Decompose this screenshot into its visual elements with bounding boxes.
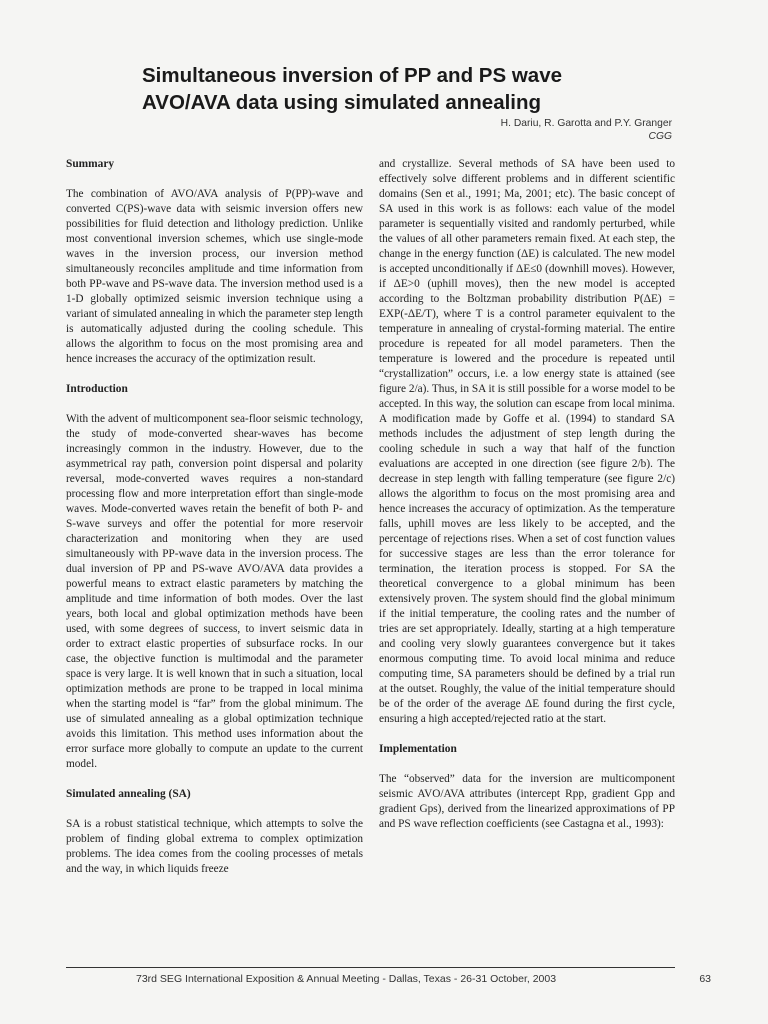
implementation-heading: Implementation — [379, 743, 457, 755]
summary-paragraph: The combination of AVO/AVA analysis of P(PP)-wave and converted C(PS)-wave data with seismic inversion offers new possibilities for fluid detection and lithology prediction. Unlike most conventional inversion schemes, which use single-mode waves in the inversion process, our inversion method simultaneously reconciles amplitude and time information from both PP-wave and PS-wave data. The inversion method used is a 1-D globally optimized seismic inversion technique using a variant of simulated annealing in which the parameter step length is automatically adjusted during the cooling schedule. This allows the algorithm to focus on the most promising area and hence increases the accuracy of the optimization result. — [66, 188, 363, 365]
affiliation: CGG — [648, 130, 672, 142]
simulated-annealing-heading: Simulated annealing (SA) — [66, 788, 191, 800]
simulated-annealing-paragraph: SA is a robust statistical technique, which attempts to solve the problem of finding global extrema to complex optimization problems. The idea comes from the cooling processes of metals and the way, in which liquids freeze — [66, 818, 363, 875]
footer-divider — [66, 967, 675, 968]
left-column — [66, 157, 363, 877]
implementation-paragraph: The “observed” data for the inversion are multicomponent seismic AVO/AVA attributes (intercept Rpp, gradient Gpp and gradient Gps), derived from the linearized approximations of PP and PS wave reflection coefficients (see Castagna et al., 1993): — [379, 773, 675, 830]
simulated-annealing-continued-paragraph: and crystallize. Several methods of SA have been used to effectively solve different problems and in different scientific domains (Sen et al., 1991; Ma, 2001; etc). The basic concept of SA used in this work is as follows: each value of the model parameter is sequentially visited and randomly perturbed, while the values of all other parameters remain fixed. At each step, the change in the energy function (ΔE) is calculated. The new model is accepted unconditionally if ΔE≤0 (downhill moves). However, if ΔE>0 (uphill moves), then the new model is accepted according to the Boltzman probability distribution P(ΔE) = EXP(-ΔE/T), where T is a control parameter equivalent to the temperature in annealing of crystal-forming material. The entire procedure is repeated for all model parameters. Then the temperature is lowered and the procedure is repeated until “crystallization” occurs, i.e. a low energy state is attained (see figure 2/a). Thus, in SA it is still possible for a worse model to be accepted. In this way, the solution can escape from local minima. A modification made by Goffe et al. (1994) to standard SA methods includes the adjustment of step length during the cooling schedule in such a way that half of the function evaluations are accepted in one direction (see figure 2/b). The decrease in step length with falling temperature (see figure 2/c) allows the algorithm to focus on the most promising area and hence increases the accuracy of optimization. As the temperature falls, uphill moves are less likely to be accepted, and the percentage of rejections rises. When a set of cost function values for successive stages are less than the error tolerance for termination, the iteration process is stopped. For SA the theoretical convergence to a global minimum has been extensively proven. The system should find the global minimum if the initial temperature, the cooling rates and the number of tries are set appropriately. Ideally, starting at a high temperature and cooling very slowly guarantees convergence but it takes enormous computing time. To avoid local minima and reduce computing time, SA parameters should be defined by a trial run at the outset. Roughly, the value of the initial temperature should be of the order of the average ΔE found during the first cycle, ensuring a high accepted/rejected ratio at the start. — [379, 158, 675, 725]
summary-heading: Summary — [66, 158, 115, 170]
right-column — [379, 157, 675, 832]
authors: H. Dariu, R. Garotta and P.Y. Granger — [500, 118, 672, 129]
title-line-2: AVO/AVA data using simulated annealing — [142, 91, 542, 114]
introduction-paragraph: With the advent of multicomponent sea-floor seismic technology, the study of mode-converted shear-waves has become increasingly common in the industry. However, due to the asymmetrical ray path, conversion point dispersal and polarity reversal, mode-converted waves requires a non-standard processing flow and more interpretation effort than single-mode waves. Mode-converted waves retain the benefit of both P- and S-wave surveys and offer the potential for more reservoir characterization and monitoring when they are used simultaneously with PP-wave data in the inversion process. The dual inversion of PP and PS-wave AVO/AVA data provides a powerful means to extract elastic parameters by matching the amplitude and time information of both modes. Over the last years, both local and global optimization methods have been used, with some degrees of success, to invert seismic data in order to extract elastic properties of subsurface rocks. In our case, the objective function is multimodal and the parameter space is very large. It is well known that in such a situation, local optimization methods are prone to be trapped in local minima when the starting model is “far” from the global minimum. The use of simulated annealing as a global optimization technique avoids this limitation. This method uses information about the error surface more globally to compute an update to the current model. — [66, 413, 363, 770]
author-block — [501, 118, 672, 143]
conference-citation: 73rd SEG International Exposition & Annual Meeting - Dallas, Texas - 26-31 October, 2003 — [136, 973, 557, 985]
page-number: 63 — [699, 973, 711, 985]
introduction-heading: Introduction — [66, 383, 128, 395]
paper-title — [142, 62, 702, 116]
title-line-1: Simultaneous inversion of PP and PS wave — [142, 64, 562, 87]
